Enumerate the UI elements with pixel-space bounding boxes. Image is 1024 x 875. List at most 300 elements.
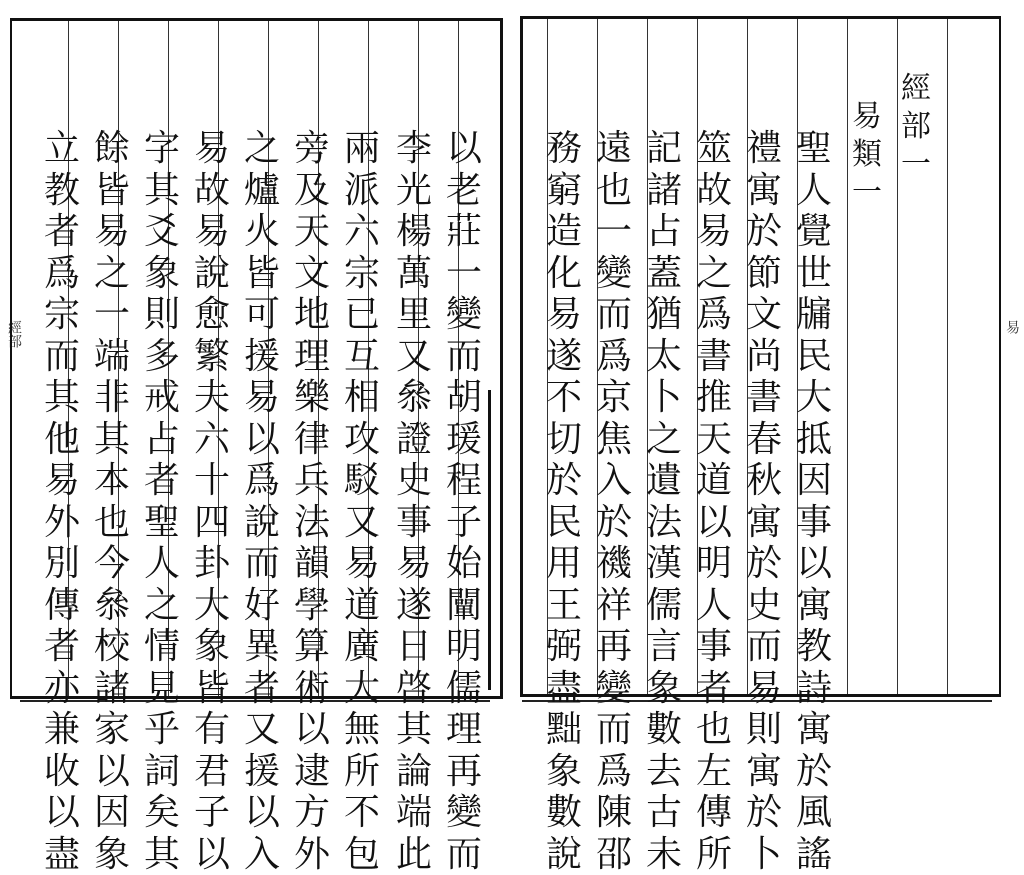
text-char: 易 (40, 460, 84, 502)
heading-char: 經 (894, 70, 938, 108)
text-char: 遂 (392, 585, 436, 627)
text-char: 教 (40, 170, 84, 212)
text-char: 及 (290, 170, 334, 212)
text-char: 廣 (340, 626, 384, 668)
text-column (442, 128, 486, 875)
text-char: 京 (592, 377, 636, 419)
text-char: 寓 (792, 585, 836, 627)
text-char: 端 (392, 792, 436, 834)
text-char: 而 (592, 709, 636, 751)
text-char: 法 (290, 502, 334, 544)
text-column (340, 128, 384, 875)
text-char: 今 (90, 543, 134, 585)
text-char: 象 (190, 626, 234, 668)
text-char: 民 (792, 336, 836, 378)
text-char: 其 (90, 419, 134, 461)
text-char: 卜 (642, 377, 686, 419)
text-char: 則 (742, 709, 786, 751)
text-char: 律 (290, 419, 334, 461)
text-char: 者 (240, 668, 284, 710)
text-char: 則 (140, 294, 184, 336)
text-char: 好 (240, 585, 284, 627)
text-char: 其 (392, 709, 436, 751)
text-column (90, 128, 134, 875)
text-char: 以 (792, 543, 836, 585)
text-char: 黜 (542, 709, 586, 751)
text-char: 爲 (592, 751, 636, 793)
text-char: 焦 (592, 419, 636, 461)
text-char: 再 (442, 751, 486, 793)
text-char: 法 (642, 502, 686, 544)
text-char: 易 (90, 211, 134, 253)
text-char: 寓 (742, 751, 786, 793)
text-char: 光 (392, 170, 436, 212)
text-char: 事 (792, 502, 836, 544)
text-char: 以 (190, 834, 234, 875)
text-char: 禨 (592, 543, 636, 585)
text-char: 矣 (140, 792, 184, 834)
text-char: 說 (190, 253, 234, 295)
heading-char: 易 (845, 98, 889, 136)
text-char: 風 (792, 792, 836, 834)
text-char: 再 (592, 626, 636, 668)
text-char: 他 (40, 419, 84, 461)
text-char: 民 (542, 502, 586, 544)
text-char: 聖 (140, 502, 184, 544)
text-char: 書 (742, 377, 786, 419)
text-char: 易 (340, 543, 384, 585)
text-char: 又 (340, 502, 384, 544)
text-char: 不 (340, 792, 384, 834)
text-char: 傳 (692, 792, 736, 834)
text-char: 遺 (642, 460, 686, 502)
text-char: 地 (290, 294, 334, 336)
text-char: 天 (692, 419, 736, 461)
text-char: 盡 (40, 834, 84, 875)
text-char: 六 (190, 419, 234, 461)
section-subheading (845, 98, 889, 212)
text-char: 爲 (692, 294, 736, 336)
text-char: 皆 (90, 170, 134, 212)
text-char: 者 (40, 211, 84, 253)
text-char: 楊 (392, 211, 436, 253)
text-char: 推 (692, 377, 736, 419)
text-char: 世 (792, 253, 836, 295)
text-char: 韻 (290, 543, 334, 585)
text-char: 可 (240, 294, 284, 336)
text-char: 而 (742, 626, 786, 668)
text-char: 派 (340, 170, 384, 212)
text-char: 也 (592, 170, 636, 212)
text-char: 外 (290, 834, 334, 875)
text-char: 別 (40, 543, 84, 585)
text-char: 叅 (392, 377, 436, 419)
text-char: 援 (240, 751, 284, 793)
text-char: 人 (140, 543, 184, 585)
text-char: 文 (290, 253, 334, 295)
text-char: 里 (392, 294, 436, 336)
text-char: 兵 (290, 460, 334, 502)
text-char: 君 (190, 751, 234, 793)
text-char: 術 (290, 668, 334, 710)
text-char: 化 (542, 253, 586, 295)
text-char: 人 (792, 170, 836, 212)
text-char: 子 (442, 502, 486, 544)
text-char: 以 (90, 751, 134, 793)
text-char: 道 (692, 460, 736, 502)
text-char: 大 (340, 668, 384, 710)
text-char: 去 (642, 751, 686, 793)
text-char: 於 (742, 211, 786, 253)
text-char: 以 (692, 502, 736, 544)
text-char: 人 (692, 585, 736, 627)
text-char: 占 (140, 419, 184, 461)
text-char: 卜 (742, 834, 786, 875)
text-column (392, 128, 436, 875)
text-char: 逮 (290, 751, 334, 793)
heading-char: 一 (845, 174, 889, 212)
text-char: 攻 (340, 419, 384, 461)
text-char: 旁 (290, 128, 334, 170)
right-margin-label: 易 (1002, 320, 1022, 334)
text-char: 宗 (340, 253, 384, 295)
text-char: 其 (140, 834, 184, 875)
text-char: 又 (392, 336, 436, 378)
text-char: 兼 (40, 709, 84, 751)
text-char: 務 (542, 128, 586, 170)
text-char: 大 (792, 377, 836, 419)
text-char: 此 (392, 834, 436, 875)
text-char: 於 (742, 543, 786, 585)
text-char: 程 (442, 460, 486, 502)
text-char: 傳 (40, 585, 84, 627)
text-char: 理 (290, 336, 334, 378)
text-char: 日 (392, 626, 436, 668)
text-char: 始 (442, 543, 486, 585)
text-char: 乎 (140, 709, 184, 751)
text-char: 象 (140, 253, 184, 295)
text-char: 愈 (190, 294, 234, 336)
heading-char: 部 (894, 108, 938, 146)
text-char: 也 (692, 709, 736, 751)
text-char: 亦 (40, 668, 84, 710)
text-char: 禮 (742, 128, 786, 170)
text-column (692, 128, 736, 875)
text-char: 異 (240, 626, 284, 668)
text-char: 有 (190, 709, 234, 751)
text-char: 諸 (90, 668, 134, 710)
text-char: 於 (542, 460, 586, 502)
text-char: 左 (692, 751, 736, 793)
text-char: 四 (190, 502, 234, 544)
text-char: 史 (392, 460, 436, 502)
text-char: 六 (340, 211, 384, 253)
text-column (642, 128, 686, 875)
text-char: 事 (392, 502, 436, 544)
text-char: 祥 (592, 585, 636, 627)
text-column (240, 128, 284, 875)
text-char: 其 (40, 377, 84, 419)
text-char: 爲 (592, 336, 636, 378)
text-char: 易 (692, 211, 736, 253)
text-char: 無 (340, 709, 384, 751)
text-char: 儒 (642, 585, 686, 627)
text-char: 子 (190, 792, 234, 834)
text-char: 文 (742, 294, 786, 336)
heading-char: 類 (845, 136, 889, 174)
text-char: 所 (340, 751, 384, 793)
text-char: 一 (592, 211, 636, 253)
text-char: 相 (340, 377, 384, 419)
text-char: 啓 (392, 668, 436, 710)
text-char: 理 (442, 709, 486, 751)
text-char: 兩 (340, 128, 384, 170)
text-char: 牖 (792, 294, 836, 336)
section-heading (894, 70, 938, 184)
text-column (190, 128, 234, 875)
text-char: 之 (90, 253, 134, 295)
text-char: 抵 (792, 419, 836, 461)
text-char: 大 (190, 585, 234, 627)
text-char: 儒 (442, 668, 486, 710)
text-char: 宗 (40, 294, 84, 336)
text-char: 瑗 (442, 419, 486, 461)
text-char: 之 (240, 128, 284, 170)
text-char: 占 (642, 211, 686, 253)
text-column (592, 128, 636, 875)
text-char: 易 (190, 211, 234, 253)
text-char: 火 (240, 211, 284, 253)
text-char: 易 (190, 128, 234, 170)
text-char: 陳 (592, 792, 636, 834)
text-char: 入 (240, 834, 284, 875)
text-char: 非 (90, 377, 134, 419)
text-char: 易 (542, 294, 586, 336)
text-char: 書 (692, 336, 736, 378)
text-char: 之 (692, 253, 736, 295)
text-char: 而 (240, 543, 284, 585)
text-char: 十 (190, 460, 234, 502)
text-char: 字 (140, 128, 184, 170)
text-char: 切 (542, 419, 586, 461)
left-page-spine-shadow (488, 390, 491, 690)
text-char: 明 (442, 626, 486, 668)
text-char: 覺 (792, 211, 836, 253)
text-char: 胡 (442, 377, 486, 419)
text-char: 之 (140, 585, 184, 627)
text-char: 莊 (442, 211, 486, 253)
text-char: 者 (692, 668, 736, 710)
text-char: 數 (642, 709, 686, 751)
text-char: 變 (592, 253, 636, 295)
text-char: 情 (140, 626, 184, 668)
text-char: 而 (442, 336, 486, 378)
text-char: 叅 (90, 585, 134, 627)
text-char: 以 (40, 792, 84, 834)
text-char: 易 (240, 377, 284, 419)
text-char: 戒 (140, 377, 184, 419)
text-column (140, 128, 184, 875)
text-char: 詩 (792, 668, 836, 710)
text-char: 尚 (742, 336, 786, 378)
text-char: 易 (742, 668, 786, 710)
text-char: 也 (90, 502, 134, 544)
text-char: 收 (40, 751, 84, 793)
text-char: 之 (642, 419, 686, 461)
text-char: 於 (592, 502, 636, 544)
text-char: 說 (542, 834, 586, 875)
left-margin-label: 經部 (4, 320, 24, 348)
text-char: 校 (90, 626, 134, 668)
text-char: 樂 (290, 377, 334, 419)
text-column (792, 128, 836, 875)
text-char: 入 (592, 460, 636, 502)
text-char: 事 (692, 626, 736, 668)
text-char: 駁 (340, 460, 384, 502)
text-char: 而 (40, 336, 84, 378)
text-char: 秋 (742, 460, 786, 502)
text-char: 以 (290, 709, 334, 751)
text-char: 因 (90, 792, 134, 834)
text-char: 其 (140, 170, 184, 212)
text-char: 者 (40, 626, 84, 668)
text-char: 寓 (742, 170, 786, 212)
text-char: 卦 (190, 543, 234, 585)
text-char: 爐 (240, 170, 284, 212)
text-char: 夫 (190, 377, 234, 419)
text-column (742, 128, 786, 875)
text-column (40, 128, 84, 875)
text-char: 爲 (240, 460, 284, 502)
text-char: 一 (90, 294, 134, 336)
text-column (290, 128, 334, 875)
text-char: 春 (742, 419, 786, 461)
text-char: 太 (642, 336, 686, 378)
text-char: 變 (442, 792, 486, 834)
text-char: 以 (240, 792, 284, 834)
text-char: 詞 (140, 751, 184, 793)
text-char: 記 (642, 128, 686, 170)
text-char: 王 (542, 585, 586, 627)
text-char: 所 (692, 834, 736, 875)
text-char: 家 (90, 709, 134, 751)
text-char: 方 (290, 792, 334, 834)
text-char: 皆 (240, 253, 284, 295)
text-char: 於 (792, 751, 836, 793)
text-char: 於 (742, 792, 786, 834)
text-char: 餘 (90, 128, 134, 170)
text-char: 未 (642, 834, 686, 875)
text-char: 寓 (742, 502, 786, 544)
text-char: 猶 (642, 294, 686, 336)
text-char: 天 (290, 211, 334, 253)
text-char: 象 (642, 668, 686, 710)
text-char: 者 (140, 460, 184, 502)
text-char: 一 (442, 253, 486, 295)
text-char: 互 (340, 336, 384, 378)
text-char: 爻 (140, 211, 184, 253)
text-char: 造 (542, 211, 586, 253)
text-char: 史 (742, 585, 786, 627)
text-char: 又 (240, 709, 284, 751)
heading-char: 一 (894, 146, 938, 184)
text-char: 象 (542, 751, 586, 793)
text-char: 皆 (190, 668, 234, 710)
right-page-fore-edge-margin (998, 20, 1024, 700)
text-char: 言 (642, 626, 686, 668)
text-char: 立 (40, 128, 84, 170)
text-char: 蓋 (642, 253, 686, 295)
text-char: 節 (742, 253, 786, 295)
text-char: 論 (392, 751, 436, 793)
text-char: 因 (792, 460, 836, 502)
text-char: 包 (340, 834, 384, 875)
text-char: 本 (90, 460, 134, 502)
text-char: 諸 (642, 170, 686, 212)
text-char: 已 (340, 294, 384, 336)
right-page (512, 0, 1024, 723)
text-char: 遠 (592, 128, 636, 170)
text-char: 筮 (692, 128, 736, 170)
text-char: 弼 (542, 626, 586, 668)
text-char: 學 (290, 585, 334, 627)
text-char: 見 (140, 668, 184, 710)
left-page (0, 0, 510, 723)
text-char: 遂 (542, 336, 586, 378)
text-char: 說 (240, 502, 284, 544)
text-char: 漢 (642, 543, 686, 585)
text-char: 老 (442, 170, 486, 212)
right-page-spine-shadow (520, 16, 523, 466)
text-char: 援 (240, 336, 284, 378)
text-char: 謠 (792, 834, 836, 875)
text-char: 用 (542, 543, 586, 585)
text-char: 盡 (542, 668, 586, 710)
text-char: 算 (290, 626, 334, 668)
text-char: 而 (592, 294, 636, 336)
text-char: 以 (240, 419, 284, 461)
text-char: 闡 (442, 585, 486, 627)
text-char: 端 (90, 336, 134, 378)
text-char: 不 (542, 377, 586, 419)
text-char: 多 (140, 336, 184, 378)
text-char: 故 (692, 170, 736, 212)
text-char: 以 (442, 128, 486, 170)
text-char: 萬 (392, 253, 436, 295)
text-column (542, 128, 586, 875)
text-char: 李 (392, 128, 436, 170)
text-char: 繁 (190, 336, 234, 378)
text-char: 外 (40, 502, 84, 544)
text-char: 寓 (792, 709, 836, 751)
text-char: 而 (442, 834, 486, 875)
text-char: 明 (692, 543, 736, 585)
text-char: 故 (190, 170, 234, 212)
text-char: 窮 (542, 170, 586, 212)
text-char: 聖 (792, 128, 836, 170)
text-char: 證 (392, 419, 436, 461)
text-char: 邵 (592, 834, 636, 875)
text-char: 道 (340, 585, 384, 627)
text-char: 變 (592, 668, 636, 710)
text-char: 古 (642, 792, 686, 834)
text-char: 變 (442, 294, 486, 336)
text-char: 爲 (40, 253, 84, 295)
text-char: 數 (542, 792, 586, 834)
text-char: 教 (792, 626, 836, 668)
text-char: 象 (90, 834, 134, 875)
text-char: 易 (392, 543, 436, 585)
